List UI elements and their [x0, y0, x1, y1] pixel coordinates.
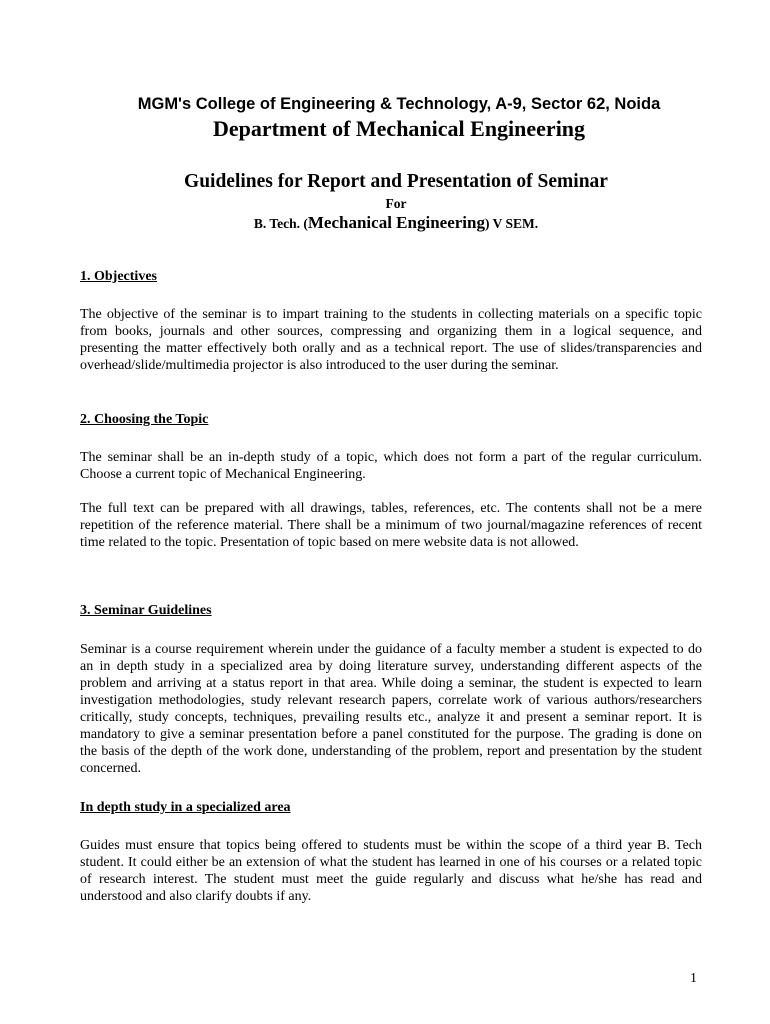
choosing-topic-paragraph-2: The full text can be prepared with all drawings, tables, references, etc. The contents shall not be a mere repetition of the reference material. There shall be a minimum of two journal/magazine references of recent time related to the topic. Presentation of topic based on mere website data is not allowed.: [80, 501, 702, 550]
department-title: Department of Mechanical Engineering: [212, 116, 586, 141]
choosing-topic-paragraph-1: The seminar shall be an in-depth study of a topic, which does not form a part of the regular curriculum. Choose a current topic of Mechanical Engineering.: [80, 450, 702, 482]
course-prefix: B. Tech. (: [253, 216, 308, 231]
course-line: [0, 213, 770, 233]
course-suffix: ) V SEM.: [484, 216, 539, 231]
in-depth-study-paragraph: Guides must ensure that topics being offered to students must be within the scope of a third year B. Tech student. It could either be an extension of what the student has learned in one of his courses or a related topic of research interest. The student must meet the guide regularly and discuss what he/she has read and understood and also clarify doubts if any.: [80, 838, 702, 904]
course-name: Mechanical Engineering: [307, 213, 485, 232]
document-title: Guidelines for Report and Presentation of Seminar: [184, 171, 608, 192]
objectives-paragraph: The objective of the seminar is to impart training to the students in collecting materials on a specific topic from books, journals and other sources, compressing and organizing them in a logical sequence, and presenting the matter effectively both orally and as a technical report. The use of slides/transparencies and overhead/slide/multimedia projector is also introduced to the user during the seminar.: [80, 307, 702, 373]
page-number: 1: [690, 971, 697, 986]
for-label: For: [385, 196, 407, 211]
in-depth-study-heading: In depth study in a specialized area: [80, 800, 291, 815]
choosing-topic-heading: 2. Choosing the Topic: [80, 412, 209, 427]
college-name: MGM's College of Engineering & Technology, A-9, Sector 62, Noida: [137, 95, 661, 113]
seminar-guidelines-heading: 3. Seminar Guidelines: [80, 603, 212, 618]
objectives-heading: 1. Objectives: [80, 269, 157, 284]
seminar-guidelines-paragraph: Seminar is a course requirement wherein under the guidance of a faculty member a student is expected to do an in depth study in a specialized area by doing literature survey, understanding different aspects of the problem and arriving at a status report in that area. While doing a seminar, the student is expected to learn investigation methodologies, study relevant research papers, correlate work of various authors/researchers critically, study concepts, techniques, prevailing results etc., analyze it and present a seminar report. It is mandatory to give a seminar presentation before a panel constituted for the purpose. The grading is done on the basis of the depth of the work done, understanding of the problem, report and presentation by the student concerned.: [80, 642, 702, 776]
